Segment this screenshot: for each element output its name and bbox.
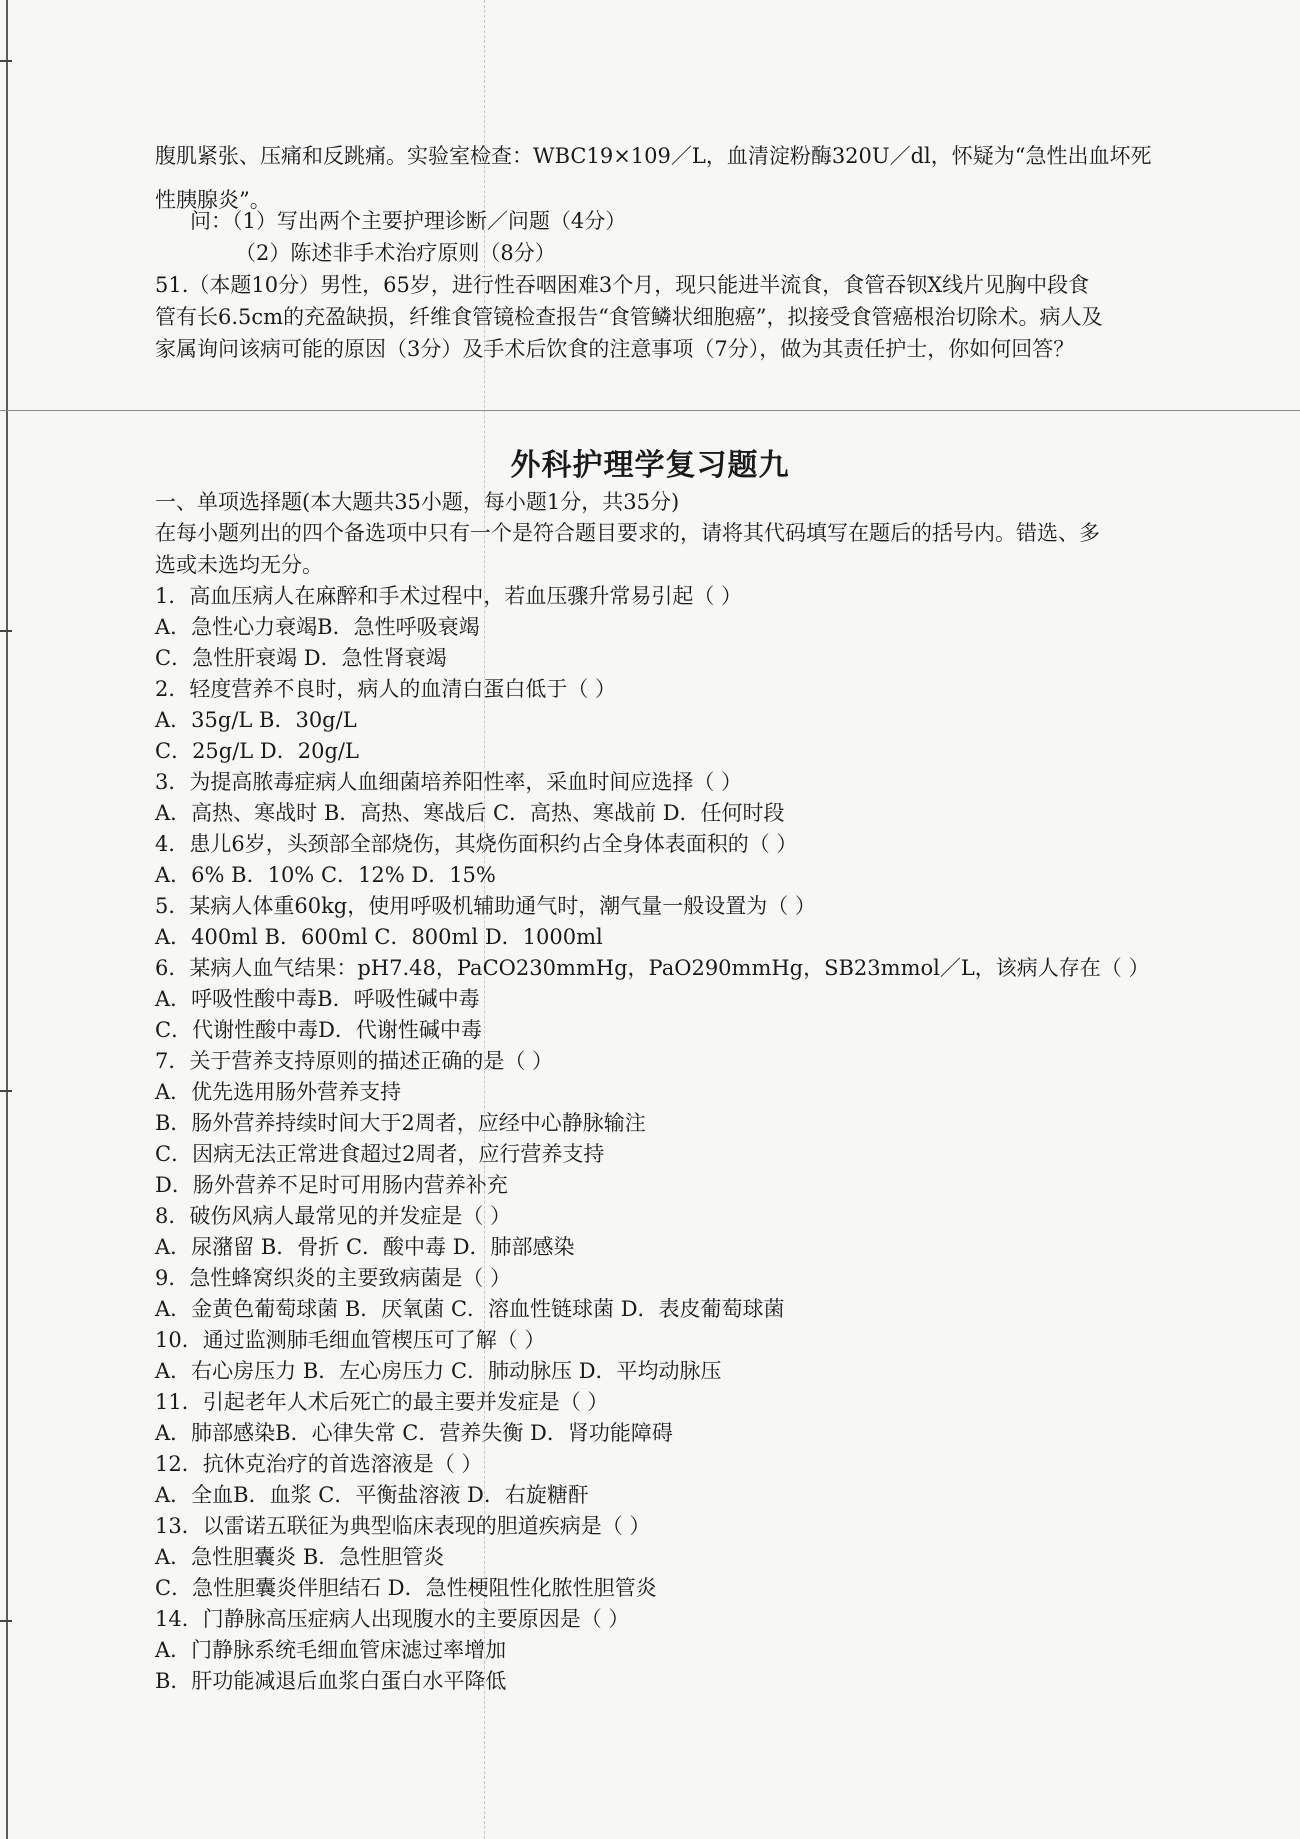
text-line: 51.（本题10分）男性，65岁，进行性吞咽困难3个月，现只能进半流食，食管吞钡X线片见胸中段食: [155, 273, 1090, 297]
text-line: 8．破伤风病人最常见的并发症是（ ）: [155, 1204, 512, 1228]
text-line: 1．高血压病人在麻醉和手术过程中，若血压骤升常易引起（ ）: [155, 584, 743, 608]
text-line: A．6% B．10% C．12% D．15%: [155, 863, 496, 887]
text-line: A．右心房压力 B．左心房压力 C．肺动脉压 D．平均动脉压: [155, 1359, 722, 1383]
text-line: A．呼吸性酸中毒B．呼吸性碱中毒: [155, 987, 480, 1011]
text-line: A．400ml B．600ml C．800ml D．1000ml: [155, 925, 603, 949]
text-line: A．肺部感染B．心律失常 C．营养失衡 D．肾功能障碍: [155, 1421, 673, 1445]
text-line: A．高热、寒战时 B．高热、寒战后 C．高热、寒战前 D．任何时段: [155, 801, 785, 825]
section-title: 外科护理学复习题九: [510, 448, 790, 483]
text-line: 10．通过监测肺毛细血管楔压可了解（ ）: [155, 1328, 546, 1352]
text-line: A．全血B．血浆 C．平衡盐溶液 D．右旋糖酐: [155, 1483, 589, 1507]
text-line: A．金黄色葡萄球菌 B．厌氧菌 C．溶血性链球菌 D．表皮葡萄球菌: [155, 1297, 785, 1321]
text-line: 性胰腺炎”。: [155, 188, 271, 212]
text-line: 一、单项选择题(本大题共35小题，每小题1分，共35分): [155, 490, 680, 514]
text-line: 14．门静脉高压症病人出现腹水的主要原因是（ ）: [155, 1607, 630, 1631]
text-line: 选或未选均无分。: [155, 553, 323, 577]
text-line: C．25g/L D．20g/L: [155, 739, 359, 763]
text-line: 6．某病人血气结果：pH7.48，PaCO230mmHg，PaO290mmHg，SB23mmol／L，该病人存在（ ）: [155, 956, 1150, 980]
text-line: 5．某病人体重60kg，使用呼吸机辅助通气时，潮气量一般设置为（ ）: [155, 894, 816, 918]
page-divider: [0, 410, 1300, 411]
text-line: 11．引起老年人术后死亡的最主要并发症是（ ）: [155, 1390, 609, 1414]
text-line: 3．为提高脓毒症病人血细菌培养阳性率，采血时间应选择（ ）: [155, 770, 743, 794]
text-line: 12．抗休克治疗的首选溶液是（ ）: [155, 1452, 483, 1476]
text-line: 2．轻度营养不良时，病人的血清白蛋白低于（ ）: [155, 677, 617, 701]
text-line: 腹肌紧张、压痛和反跳痛。实验室检查：WBC19×109／L，血清淀粉酶320U／dl，怀疑为“急性出血坏死: [155, 144, 1152, 168]
text-line: B．肝功能减退后血浆白蛋白水平降低: [155, 1669, 507, 1693]
text-line: C．代谢性酸中毒D．代谢性碱中毒: [155, 1018, 482, 1042]
margin-mark: [0, 60, 12, 62]
text-line: A．35g/L B．30g/L: [155, 708, 357, 732]
text-line: 4．患儿6岁，头颈部全部烧伤，其烧伤面积约占全身体表面积的（ ）: [155, 832, 798, 856]
text-line: 在每小题列出的四个备选项中只有一个是符合题目要求的，请将其代码填写在题后的括号内。错选、多: [155, 521, 1100, 545]
margin-mark: [0, 1620, 12, 1622]
text-line: A．急性胆囊炎 B．急性胆管炎: [155, 1545, 445, 1569]
text-line: C．因病无法正常进食超过2周者，应行营养支持: [155, 1142, 605, 1166]
text-line: 7．关于营养支持原则的描述正确的是（ ）: [155, 1049, 554, 1073]
text-line: 家属询问该病可能的原因（3分）及手术后饮食的注意事项（7分），做为其责任护士，你如何回答？: [155, 337, 1075, 361]
text-line: A．优先选用肠外营养支持: [155, 1080, 402, 1104]
text-line: 管有长6.5cm的充盈缺损，纤维食管镜检查报告“食管鳞状细胞癌”，拟接受食管癌根治切除术。病人及: [155, 305, 1103, 329]
text-line: 9．急性蜂窝织炎的主要致病菌是（ ）: [155, 1266, 512, 1290]
text-line: A．急性心力衰竭B．急性呼吸衰竭: [155, 615, 480, 639]
text-line: D．肠外营养不足时可用肠内营养补充: [155, 1173, 508, 1197]
binding-edge: [6, 0, 8, 1839]
text-line: C．急性肝衰竭 D．急性肾衰竭: [155, 646, 447, 670]
text-line: A．门静脉系统毛细血管床滤过率增加: [155, 1638, 507, 1662]
margin-mark: [0, 1090, 12, 1092]
text-line: A．尿潴留 B．骨折 C．酸中毒 D．肺部感染: [155, 1235, 575, 1259]
text-line: 问：（1）写出两个主要护理诊断／问题（4分）: [190, 209, 627, 233]
text-line: C．急性胆囊炎伴胆结石 D．急性梗阻性化脓性胆管炎: [155, 1576, 657, 1600]
text-line: （2）陈述非手术治疗原则（8分）: [235, 241, 556, 265]
text-line: B．肠外营养持续时间大于2周者，应经中心静脉输注: [155, 1111, 646, 1135]
margin-mark: [0, 630, 12, 632]
text-line: 13．以雷诺五联征为典型临床表现的胆道疾病是（ ）: [155, 1514, 651, 1538]
